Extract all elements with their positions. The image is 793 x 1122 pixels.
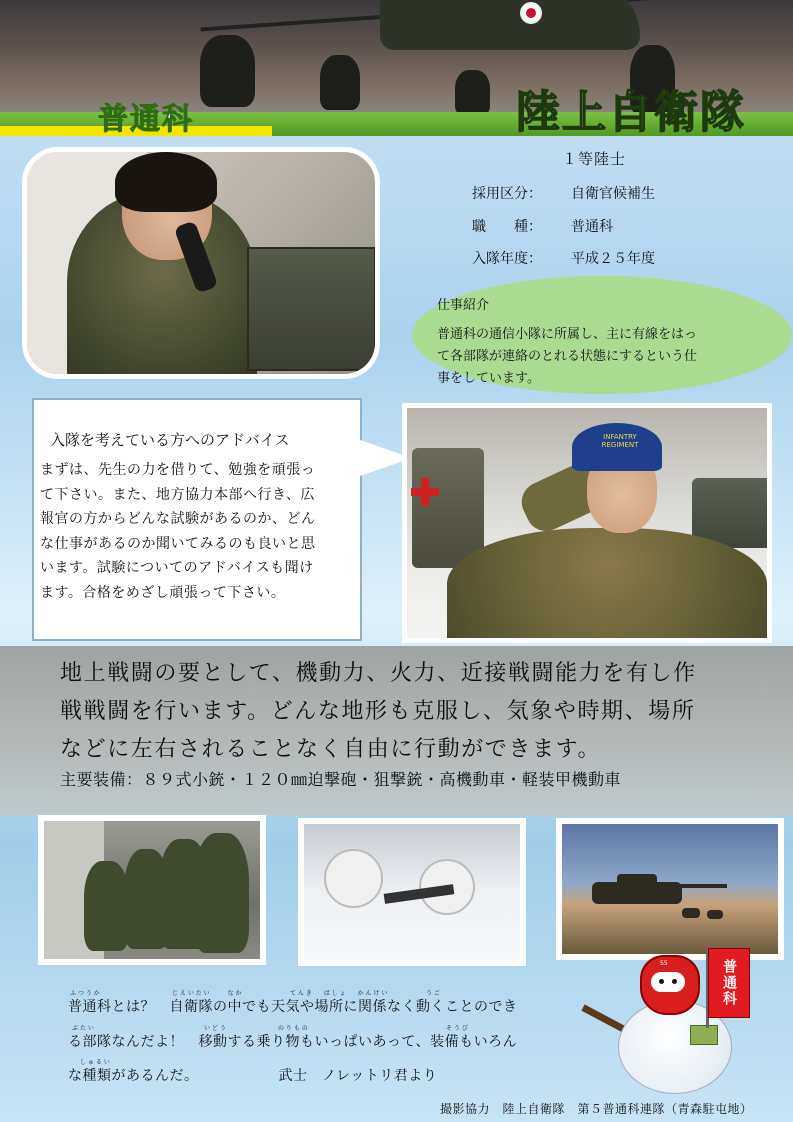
snow-camouflage-soldier <box>324 849 383 908</box>
soldier-figure <box>707 910 723 919</box>
soldier-hair <box>115 152 217 212</box>
section-title: 普通科 <box>98 102 194 137</box>
tank <box>592 882 682 904</box>
furigana: ふ つ う か <box>70 990 100 997</box>
saluting-soldier-photo <box>402 403 772 643</box>
advice-title: 入隊を考えている方へのアドバイス <box>50 431 290 449</box>
advice-line: ます。合格をめざし頑張って下さい。 <box>40 584 286 601</box>
soldier-uniform <box>447 528 767 643</box>
rank: １等陸士 <box>562 150 627 168</box>
work-intro-text <box>437 324 777 390</box>
advice-line: います。試験についてのアドバイスも聞け <box>40 560 314 576</box>
mission-statement <box>60 655 740 769</box>
mascot-supply-box <box>690 1025 718 1045</box>
furigana: し ゅ る い <box>80 1059 110 1066</box>
profile-label: 入隊年度： <box>472 251 542 267</box>
photo-credit: 撮影協力 陸上自衛隊 第５普通科連隊（青森駐屯地） <box>440 1102 753 1116</box>
profile-value: 自衛官候補生 <box>571 186 655 202</box>
eye-icon <box>672 979 677 984</box>
urban-combat-photo <box>38 815 266 965</box>
work-intro-line: 事をしています。 <box>437 371 540 386</box>
furigana: て ん き ば し ょ か ん け い <box>290 990 388 997</box>
profile-label: 職 種： <box>472 219 542 235</box>
organization-title: 陸上自衛隊 <box>516 87 746 138</box>
advice-text <box>40 458 358 605</box>
mission-line: 戦戦闘を行います。どんな地形も克服し、気象や時期、場所 <box>60 699 696 724</box>
ambulance-vehicle <box>412 448 484 568</box>
tank-field-photo <box>556 818 784 960</box>
dialogue-line: な種類があるんだ。 武士 ノレットリ君より <box>68 1068 438 1084</box>
main-equipment: 主要装備：８９式小銃・１２０㎜迫撃砲・狙撃銃・高機動車・軽装甲機動車 <box>60 770 622 789</box>
mission-line: などに左右されることなく自由に行動ができます。 <box>60 737 602 762</box>
mascot-badge: 55 <box>660 960 668 967</box>
radio-operator-photo <box>22 147 380 379</box>
dialogue-line: 普通科とは？ 自衛隊の中でも天気や場所に関係なく動くことのでき <box>68 999 518 1015</box>
cap-emblem-text: INFANTRY REGIMENT <box>601 433 639 449</box>
mission-line: 地上戦闘の要として、機動力、火力、近接戦闘能力を有し作 <box>60 661 697 686</box>
radio-equipment <box>247 247 376 371</box>
advice-line: 報官の方からどんな試験があるのか、どん <box>40 511 316 527</box>
work-intro-line: て各部隊が連絡のとれる状態にするという仕 <box>437 349 698 364</box>
infantry-flag: 普通科 <box>708 948 750 1018</box>
soldier-figure <box>682 908 700 918</box>
helicopter <box>380 0 640 50</box>
furigana: う ご <box>426 990 440 997</box>
advice-line: な仕事があるのか聞いてみるのも良いと思 <box>40 535 316 552</box>
profile-value: 普通科 <box>571 219 613 235</box>
soldier-silhouette <box>455 70 490 115</box>
work-intro-line: 普通科の通信小隊に所属し、主に有線をはっ <box>437 327 698 342</box>
profile-value: 平成２５年度 <box>571 251 655 267</box>
soldier-figure <box>84 861 129 951</box>
work-intro-title: 仕事紹介 <box>437 298 490 313</box>
soldier-figure <box>194 833 249 953</box>
eye-icon <box>659 979 664 984</box>
furigana: ぶ た い <box>72 1025 94 1032</box>
dialogue-line: る部隊なんだよ！ 移動する乗り物もいっぱいあって、装備もいろん <box>68 1034 518 1050</box>
red-cross-icon <box>411 488 439 496</box>
tank-barrel <box>672 884 727 888</box>
mascot-face <box>651 972 685 992</box>
profile-label: 採用区分： <box>472 186 542 202</box>
advice-line: まずは、先生の力を借りて、勉強を頑張っ <box>40 462 316 478</box>
soldier-silhouette <box>320 55 360 110</box>
furigana: じ え い た い な か <box>172 990 242 997</box>
furigana: そ う び <box>446 1025 468 1032</box>
hinomaru-roundel-icon <box>520 2 542 24</box>
snow-exercise-photo <box>298 818 526 966</box>
soldier-silhouette <box>200 35 255 107</box>
advice-line: て下さい。また、地方協力本部へ行き、広 <box>40 486 315 503</box>
furigana: の り も の <box>278 1025 308 1032</box>
furigana: い ど う <box>204 1025 226 1032</box>
